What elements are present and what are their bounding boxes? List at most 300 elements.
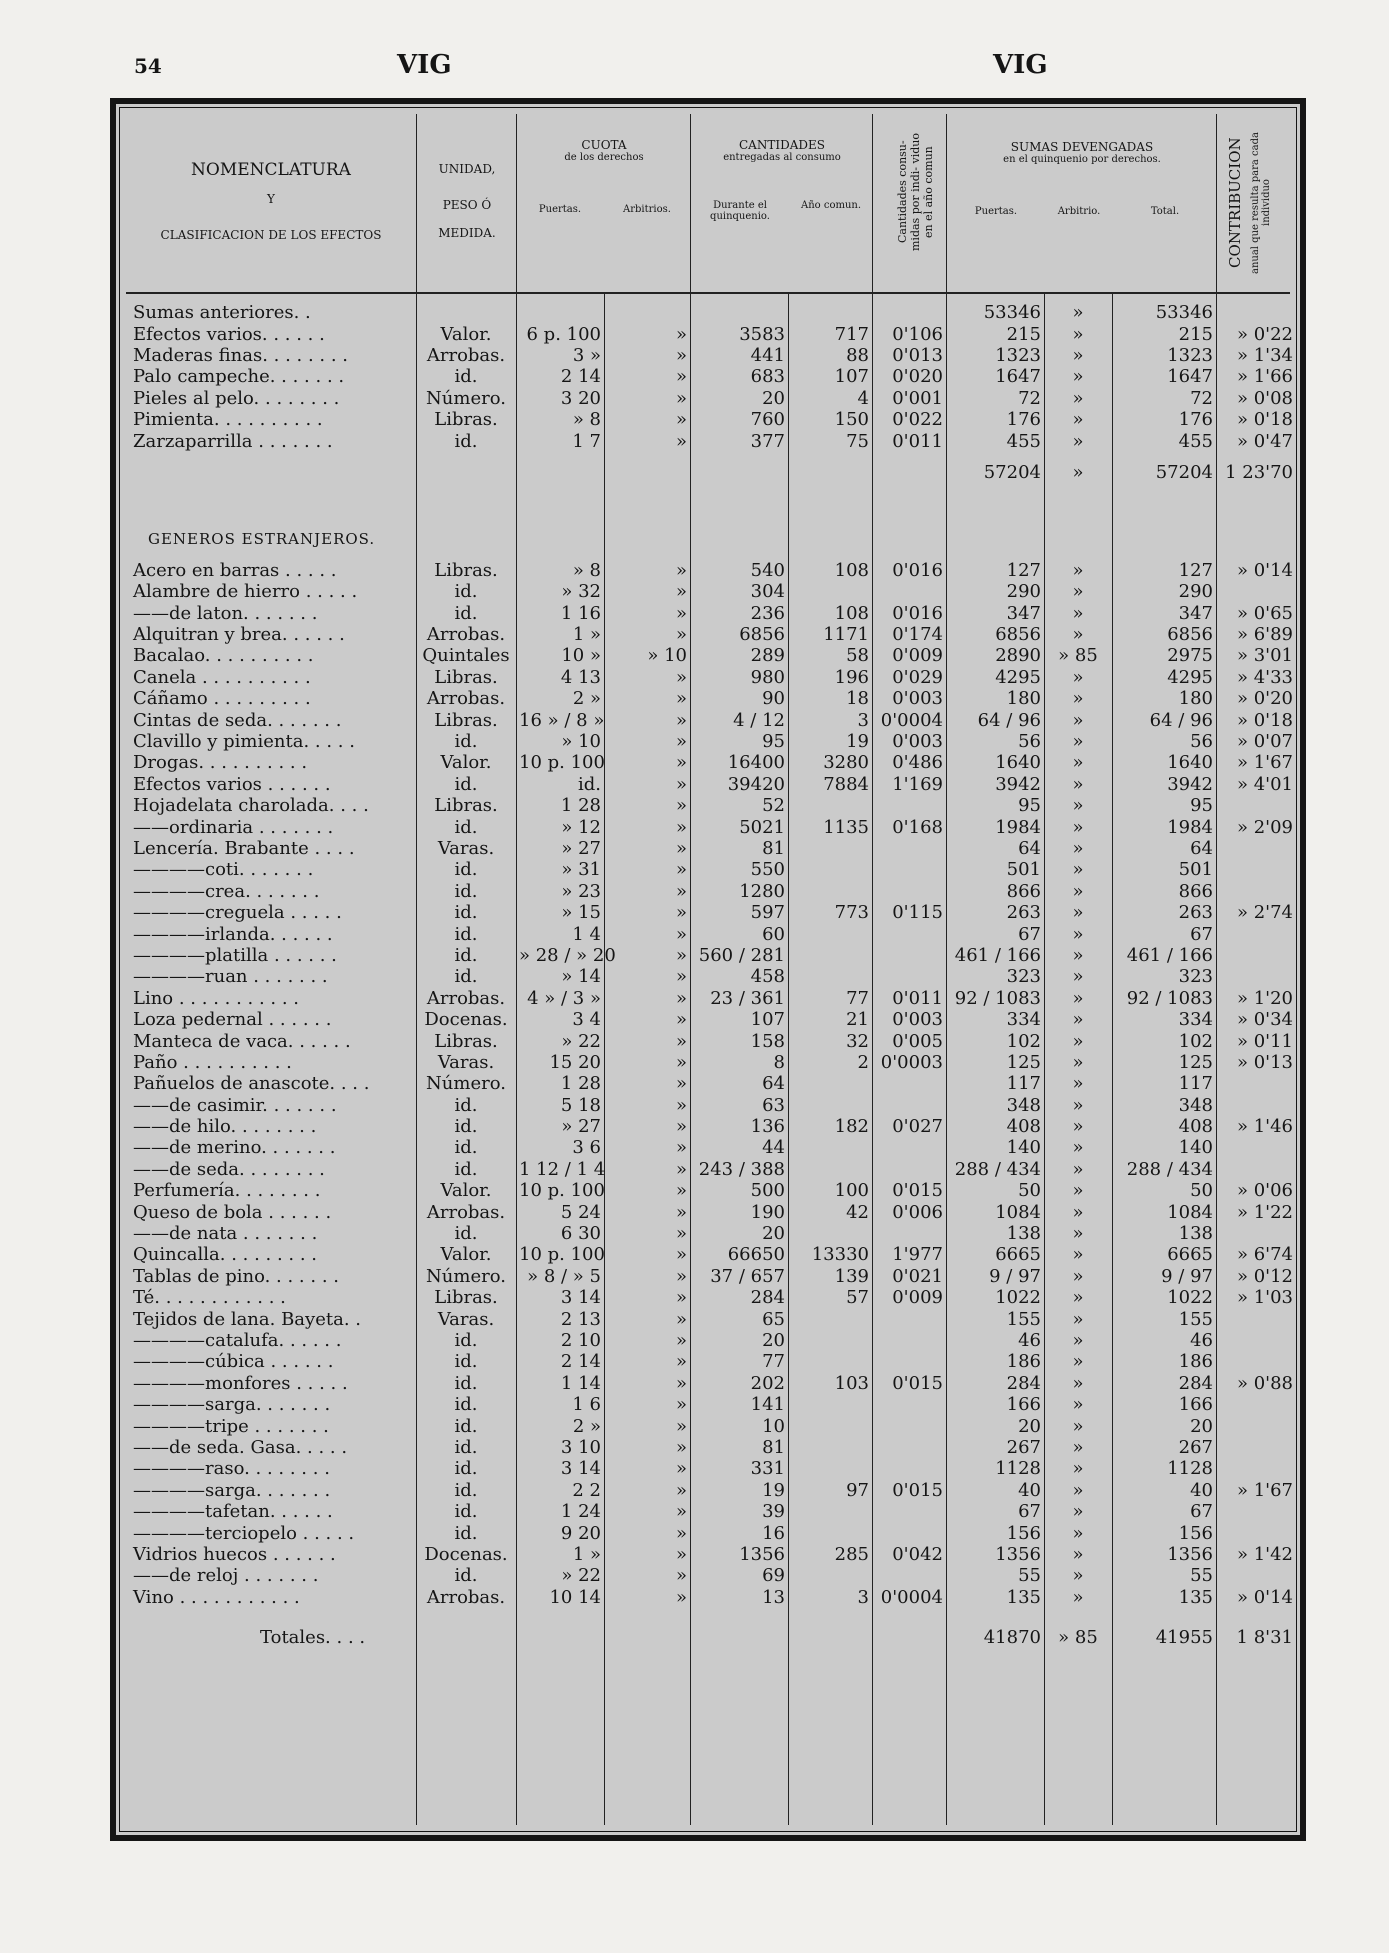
item-name: ————sarga. . . . . . . — [133, 1394, 331, 1416]
contribucion: » 0'07 — [1236, 731, 1293, 753]
item-name: ————creguela . . . . . — [133, 902, 342, 924]
suma-puertas: 155 — [1006, 1308, 1041, 1330]
suma-puertas: 55 — [1018, 1565, 1041, 1587]
contribucion: » 1'42 — [1236, 1543, 1293, 1565]
suma-arbitrio: » — [1072, 624, 1084, 646]
col-cantidades-ano: Año comun. — [800, 200, 862, 211]
cuota-arbitrios: » — [675, 773, 687, 795]
cantidad-ano: 285 — [834, 1543, 869, 1565]
suma-total: 67 — [1190, 1501, 1213, 1523]
cantidad-ano: 57 — [846, 1287, 869, 1309]
cantidad-quinquenio: 760 — [750, 409, 785, 431]
suma-puertas: 166 — [1006, 1394, 1041, 1416]
col-contribucion — [1218, 114, 1296, 292]
unit: Libras. — [434, 1030, 498, 1052]
consumo-individuo: 0'0004 — [880, 1586, 943, 1608]
suma-puertas: 1356 — [995, 1543, 1041, 1565]
totals-arbitrio: » 85 — [1058, 1626, 1098, 1648]
cuota-puertas: 3 6 — [572, 1137, 601, 1159]
table-row — [130, 645, 1296, 666]
unit: id. — [454, 966, 478, 988]
suma-arbitrio: » — [1072, 409, 1084, 431]
contribucion: » 1'03 — [1236, 1287, 1293, 1309]
cuota-puertas: 5 24 — [560, 1201, 601, 1223]
cantidad-quinquenio: 39420 — [727, 773, 785, 795]
cuota-arbitrios: » — [675, 1158, 687, 1180]
contribucion: » 0'88 — [1236, 1372, 1293, 1394]
cuota-puertas: 6 30 — [560, 1223, 601, 1245]
suma-puertas: 455 — [1006, 430, 1041, 452]
table-body-nacionales — [130, 302, 1296, 452]
contribucion — [1216, 1522, 1296, 1543]
suma-puertas: 64 / 96 — [977, 709, 1041, 731]
unit: id. — [454, 1094, 478, 1116]
cantidad-ano — [788, 838, 872, 859]
consumo-individuo: 0'027 — [892, 1116, 943, 1138]
cuota-puertas: 1 6 — [572, 1394, 601, 1416]
suma-total: 1128 — [1167, 1458, 1213, 1480]
subtotal-contribucion: 1 23'70 — [1225, 462, 1293, 484]
consumo-individuo — [872, 1073, 946, 1094]
item-name: ————coti. . . . . . . — [133, 859, 314, 881]
cantidad-quinquenio: 63 — [762, 1094, 785, 1116]
suma-arbitrio: » — [1072, 987, 1084, 1009]
cantidad-quinquenio: 39 — [762, 1501, 785, 1523]
cantidad-quinquenio: 683 — [750, 366, 785, 388]
suma-arbitrio: » — [1072, 1073, 1084, 1095]
data-table — [130, 302, 1296, 1648]
cuota-puertas: » 12 — [561, 816, 601, 838]
cuota-arbitrios: » — [675, 966, 687, 988]
suma-total: 50 — [1190, 1180, 1213, 1202]
suma-arbitrio: » — [1072, 1265, 1084, 1287]
cantidad-quinquenio: 8 — [773, 1051, 785, 1073]
cuota-puertas: » 22 — [561, 1565, 601, 1587]
contribucion: » 0'13 — [1236, 1051, 1293, 1073]
suma-arbitrio: » — [1072, 666, 1084, 688]
unit: Libras. — [434, 409, 498, 431]
cantidad-ano — [788, 945, 872, 966]
section-title: GENEROS ESTRANJEROS. — [148, 529, 376, 548]
col-unidad-1: UNIDAD, — [438, 162, 496, 176]
consumo-individuo — [872, 1565, 946, 1586]
cantidad-ano: 77 — [846, 987, 869, 1009]
col-nomenclatura-y: Y — [267, 192, 275, 206]
item-name: Acero en barras . . . . . — [133, 559, 337, 581]
suma-arbitrio: » — [1072, 1116, 1084, 1138]
header-rule — [126, 292, 1290, 294]
suma-arbitrio: » — [1072, 795, 1084, 817]
cuota-puertas: 15 20 — [549, 1051, 601, 1073]
suma-puertas: 267 — [1006, 1436, 1041, 1458]
cantidad-ano: 3280 — [823, 752, 869, 774]
table-row — [130, 688, 1296, 709]
item-name: ————ruan . . . . . . . — [133, 966, 328, 988]
suma-puertas: 56 — [1018, 731, 1041, 753]
table-row — [130, 1180, 1296, 1201]
cuota-puertas: » 8 — [572, 559, 601, 581]
cuota-puertas: » 22 — [561, 1030, 601, 1052]
cantidad-ano — [788, 1458, 872, 1479]
cuota-puertas: 2 » — [572, 1415, 601, 1437]
suma-total: 140 — [1178, 1137, 1213, 1159]
suma-total: 4295 — [1167, 666, 1213, 688]
consumo-individuo: 0'016 — [892, 559, 943, 581]
col-sumas-title: SUMAS DEVENGADAS — [1010, 140, 1154, 154]
cantidad-quinquenio: 377 — [750, 430, 785, 452]
suma-arbitrio: » — [1072, 1436, 1084, 1458]
cantidad-ano: 32 — [846, 1030, 869, 1052]
consumo-individuo — [872, 1137, 946, 1158]
suma-total: 348 — [1178, 1094, 1213, 1116]
cantidad-quinquenio: 4 / 12 — [733, 709, 785, 731]
item-name: Loza pedernal . . . . . . — [133, 1009, 332, 1031]
cuota-puertas: 10 p. 100 — [519, 752, 605, 774]
cantidad-quinquenio: 202 — [750, 1372, 785, 1394]
suma-total: 6665 — [1167, 1244, 1213, 1266]
unit: Valor. — [440, 1244, 492, 1266]
table-row — [130, 1501, 1296, 1522]
table-row — [130, 1116, 1296, 1137]
consumo-individuo — [872, 1159, 946, 1180]
suma-total: 138 — [1178, 1223, 1213, 1245]
suma-total: 72 — [1190, 387, 1213, 409]
suma-puertas: 290 — [1006, 581, 1041, 603]
consumo-individuo: 0'174 — [892, 624, 943, 646]
table-row — [130, 966, 1296, 987]
cuota-arbitrios: » 10 — [647, 645, 687, 667]
contribucion — [1216, 1394, 1296, 1415]
unit: id. — [454, 1522, 478, 1544]
suma-puertas: 180 — [1006, 688, 1041, 710]
unit: id. — [454, 1329, 478, 1351]
table-body-estranjeros — [130, 560, 1296, 1608]
contribucion — [1216, 1159, 1296, 1180]
unit: id. — [454, 859, 478, 881]
item-name: Zarzaparrilla . . . . . . . — [133, 430, 333, 452]
item-name: Vidrios huecos . . . . . . — [133, 1543, 336, 1565]
cuota-arbitrios: » — [675, 1116, 687, 1138]
suma-total: 64 / 96 — [1149, 709, 1213, 731]
cuota-puertas: 2 14 — [560, 1351, 601, 1373]
suma-puertas: 64 — [1018, 838, 1041, 859]
cuota-puertas: 9 20 — [560, 1522, 601, 1544]
suma-total: 40 — [1190, 1479, 1213, 1501]
suma-arbitrio: » — [1072, 344, 1084, 366]
contribucion: » 1'34 — [1236, 344, 1293, 366]
cantidad-ano — [788, 1415, 872, 1436]
suma-total: 180 — [1178, 688, 1213, 710]
cuota-puertas: 3 20 — [560, 387, 601, 409]
table-row — [130, 795, 1296, 816]
suma-puertas: 46 — [1018, 1329, 1041, 1351]
table-row — [130, 1458, 1296, 1479]
cantidad-ano — [788, 923, 872, 944]
consumo-individuo: 0'042 — [892, 1543, 943, 1565]
cuota-puertas: 2 14 — [560, 366, 601, 388]
suma-arbitrio: » — [1072, 1565, 1084, 1587]
cuota-arbitrios: » — [675, 1265, 687, 1287]
cantidad-quinquenio — [690, 302, 788, 323]
contribucion: » 1'67 — [1236, 1479, 1293, 1501]
item-name: Paño . . . . . . . . . . — [133, 1051, 292, 1073]
suma-arbitrio: » — [1072, 1351, 1084, 1373]
unit: id. — [454, 816, 478, 838]
cuota-arbitrios: » — [675, 1180, 687, 1202]
unit: id. — [454, 1436, 478, 1458]
cuota-arbitrios: » — [675, 409, 687, 431]
consumo-individuo — [872, 1415, 946, 1436]
suma-arbitrio: » — [1072, 1180, 1084, 1202]
item-name: ————catalufa. . . . . . — [133, 1329, 342, 1351]
suma-puertas: 95 — [1018, 795, 1041, 817]
suma-puertas: 6856 — [995, 624, 1041, 646]
suma-puertas: 1323 — [995, 344, 1041, 366]
contribucion: » 1'20 — [1236, 987, 1293, 1009]
item-name: Pañuelos de anascote. . . . — [133, 1073, 370, 1095]
suma-total: 53346 — [1155, 302, 1213, 324]
consumo-individuo — [872, 1522, 946, 1543]
cantidad-quinquenio: 44 — [762, 1137, 785, 1159]
cuota-puertas: 10 p. 100 — [519, 1244, 605, 1266]
cuota-arbitrios: » — [675, 902, 687, 924]
suma-arbitrio: » — [1072, 1094, 1084, 1116]
cantidad-quinquenio: 441 — [750, 344, 785, 366]
suma-puertas: 1022 — [995, 1287, 1041, 1309]
suma-puertas: 67 — [1018, 1501, 1041, 1523]
cuota-puertas: id. — [577, 773, 601, 795]
suma-total: 64 — [1190, 838, 1213, 859]
item-name: Perfumería. . . . . . . . — [133, 1180, 321, 1202]
cantidad-ano: 1171 — [823, 624, 869, 646]
suma-total: 1984 — [1167, 816, 1213, 838]
cantidad-quinquenio: 60 — [762, 923, 785, 945]
cantidad-quinquenio: 236 — [750, 602, 785, 624]
unit: Arrobas. — [426, 1201, 506, 1223]
table-row — [130, 1522, 1296, 1543]
cantidad-ano: 88 — [846, 344, 869, 366]
table-row — [130, 409, 1296, 430]
cuota-arbitrios: » — [675, 430, 687, 452]
contribucion: » 0'65 — [1236, 602, 1293, 624]
cuota-arbitrios: » — [675, 1308, 687, 1330]
totals-contribucion: 1 8'31 — [1236, 1626, 1293, 1648]
contribucion: » 0'18 — [1236, 709, 1293, 731]
suma-arbitrio: » — [1072, 1372, 1084, 1394]
suma-puertas: 140 — [1006, 1137, 1041, 1159]
unit: Valor. — [440, 1180, 492, 1202]
contribucion — [1216, 1501, 1296, 1522]
suma-arbitrio: » — [1072, 1030, 1084, 1052]
unit: id. — [454, 1351, 478, 1373]
totals-row — [130, 1608, 1296, 1648]
contribucion: » 2'09 — [1236, 816, 1293, 838]
suma-total: 127 — [1178, 559, 1213, 581]
suma-arbitrio: » — [1072, 816, 1084, 838]
cuota-puertas: » 10 — [561, 731, 601, 753]
suma-puertas: 284 — [1006, 1372, 1041, 1394]
cantidad-quinquenio: 16400 — [727, 752, 785, 774]
item-name: ————crea. . . . . . . — [133, 880, 320, 902]
page-number: 54 — [134, 54, 162, 78]
totals-total: 41955 — [1155, 1626, 1213, 1648]
suma-total: 290 — [1178, 581, 1213, 603]
table-row — [130, 1394, 1296, 1415]
cantidad-quinquenio: 1356 — [739, 1543, 785, 1565]
unit: Arrobas. — [426, 688, 506, 710]
cantidad-quinquenio: 136 — [750, 1116, 785, 1138]
cantidad-quinquenio: 69 — [762, 1565, 785, 1587]
suma-arbitrio: » — [1072, 773, 1084, 795]
item-name: Tablas de pino. . . . . . . — [133, 1265, 339, 1287]
cantidad-quinquenio: 5021 — [739, 816, 785, 838]
suma-total: 267 — [1178, 1436, 1213, 1458]
suma-total: 46 — [1190, 1329, 1213, 1351]
suma-arbitrio: » 85 — [1058, 645, 1098, 667]
col-cuota-puertas: Puertas. — [538, 204, 582, 215]
item-name: Bacalao. . . . . . . . . . — [133, 645, 314, 667]
contribucion: » 1'46 — [1236, 1116, 1293, 1138]
suma-total: 288 / 434 — [1126, 1158, 1213, 1180]
cantidad-quinquenio: 3583 — [739, 323, 785, 345]
cantidad-quinquenio: 23 / 361 — [710, 987, 785, 1009]
item-name: ————cúbica . . . . . . — [133, 1351, 334, 1373]
suma-puertas: 156 — [1006, 1522, 1041, 1544]
table-row — [130, 624, 1296, 645]
suma-puertas: 127 — [1006, 559, 1041, 581]
consumo-individuo: 0'009 — [892, 1287, 943, 1309]
cantidad-ano: 196 — [834, 666, 869, 688]
cantidad-ano: 97 — [846, 1479, 869, 1501]
item-name: Efectos varios . . . . . . — [133, 773, 331, 795]
suma-arbitrio: » — [1072, 323, 1084, 345]
unit: id. — [454, 602, 478, 624]
table-row — [130, 1052, 1296, 1073]
unit: id. — [454, 1137, 478, 1159]
col-unidad-3: MEDIDA. — [438, 226, 496, 240]
col-contribucion-title: CONTRIBUCION — [1226, 137, 1244, 269]
cantidad-quinquenio: 141 — [750, 1394, 785, 1416]
col-nomenclatura-title: NOMENCLATURA — [191, 160, 351, 180]
suma-arbitrio: » — [1072, 1522, 1084, 1544]
consumo-individuo: 0'115 — [892, 902, 943, 924]
cantidad-quinquenio: 81 — [762, 1436, 785, 1458]
table-row — [130, 731, 1296, 752]
table-row — [130, 838, 1296, 859]
suma-puertas: 40 — [1018, 1479, 1041, 1501]
consumo-individuo — [872, 1437, 946, 1458]
suma-arbitrio: » — [1072, 1415, 1084, 1437]
cantidad-ano: 3 — [857, 1586, 869, 1608]
cuota-arbitrios: » — [675, 1137, 687, 1159]
suma-total: 1084 — [1167, 1201, 1213, 1223]
unit: Docenas. — [424, 1009, 508, 1031]
cuota-puertas: 1 24 — [560, 1501, 601, 1523]
subtotal-puertas: 57204 — [983, 462, 1041, 484]
consumo-individuo — [872, 923, 946, 944]
consumo-individuo — [872, 838, 946, 859]
contribucion — [1216, 1330, 1296, 1351]
suma-puertas: 1084 — [995, 1201, 1041, 1223]
item-name: Cáñamo . . . . . . . . . — [133, 688, 311, 710]
table-row — [130, 1330, 1296, 1351]
table-row — [130, 1586, 1296, 1607]
cuota-puertas: » 23 — [561, 880, 601, 902]
table-row — [130, 988, 1296, 1009]
suma-arbitrio: » — [1072, 1137, 1084, 1159]
table-frame — [110, 98, 1306, 1841]
cantidad-quinquenio: 20 — [762, 1223, 785, 1245]
suma-total: 461 / 166 — [1126, 944, 1213, 966]
cuota-puertas: 1 4 — [572, 923, 601, 945]
cuota-puertas: 2 13 — [560, 1308, 601, 1330]
cantidad-ano: 107 — [834, 366, 869, 388]
cantidad-ano: 773 — [834, 902, 869, 924]
unit: Valor. — [440, 752, 492, 774]
cantidad-ano: 18 — [846, 688, 869, 710]
unit: id. — [454, 1223, 478, 1245]
contribucion — [1216, 1223, 1296, 1244]
cuota-arbitrios: » — [675, 1094, 687, 1116]
section-row — [130, 494, 1296, 560]
suma-arbitrio: » — [1072, 1201, 1084, 1223]
unit: Número. — [426, 387, 506, 409]
consumo-individuo — [872, 1223, 946, 1244]
cuota-arbitrios: » — [675, 1223, 687, 1245]
consumo-individuo: 0'022 — [892, 409, 943, 431]
cantidad-ano: 19 — [846, 731, 869, 753]
consumo-individuo: 1'977 — [892, 1244, 943, 1266]
cantidad-ano: 108 — [834, 559, 869, 581]
consumo-individuo: 0'003 — [892, 731, 943, 753]
cuota-puertas: 1 12 / 1 4 — [519, 1158, 606, 1180]
cuota-arbitrios: » — [675, 880, 687, 902]
contribucion — [1216, 1308, 1296, 1329]
item-name: ——de laton. . . . . . . — [133, 602, 318, 624]
cantidad-ano: 3 — [857, 709, 869, 731]
cantidad-quinquenio: 77 — [762, 1351, 785, 1373]
cuota-puertas: 1 » — [572, 624, 601, 646]
contribucion: » 0'14 — [1236, 1586, 1293, 1608]
consumo-individuo: 0'029 — [892, 666, 943, 688]
cantidad-quinquenio: 13 — [762, 1586, 785, 1608]
suma-puertas: 1647 — [995, 366, 1041, 388]
col-cantidades-durante: Durante el quinquenio. — [710, 200, 770, 222]
cantidad-quinquenio: 19 — [762, 1479, 785, 1501]
item-name: Alquitran y brea. . . . . . — [133, 624, 345, 646]
suma-total: 1640 — [1167, 752, 1213, 774]
cantidad-ano — [788, 859, 872, 880]
contribucion — [1216, 581, 1296, 602]
cantidad-quinquenio: 64 — [762, 1073, 785, 1095]
cuota-arbitrios: » — [675, 1372, 687, 1394]
consumo-individuo: 0'020 — [892, 366, 943, 388]
cuota-puertas: 1 » — [572, 1543, 601, 1565]
contribucion — [1216, 795, 1296, 816]
item-name: ——de nata . . . . . . . — [133, 1223, 318, 1245]
suma-total: 455 — [1178, 430, 1213, 452]
cuota-arbitrios: » — [675, 923, 687, 945]
unit: id. — [454, 1565, 478, 1587]
item-name: Efectos varios. . . . . . — [133, 323, 325, 345]
table-row — [130, 1308, 1296, 1329]
cantidad-quinquenio: 284 — [750, 1287, 785, 1309]
unit: id. — [454, 1415, 478, 1437]
consumo-individuo — [872, 1330, 946, 1351]
suma-total: 866 — [1178, 880, 1213, 902]
cantidad-quinquenio: 980 — [750, 666, 785, 688]
suma-puertas: 866 — [1006, 880, 1041, 902]
